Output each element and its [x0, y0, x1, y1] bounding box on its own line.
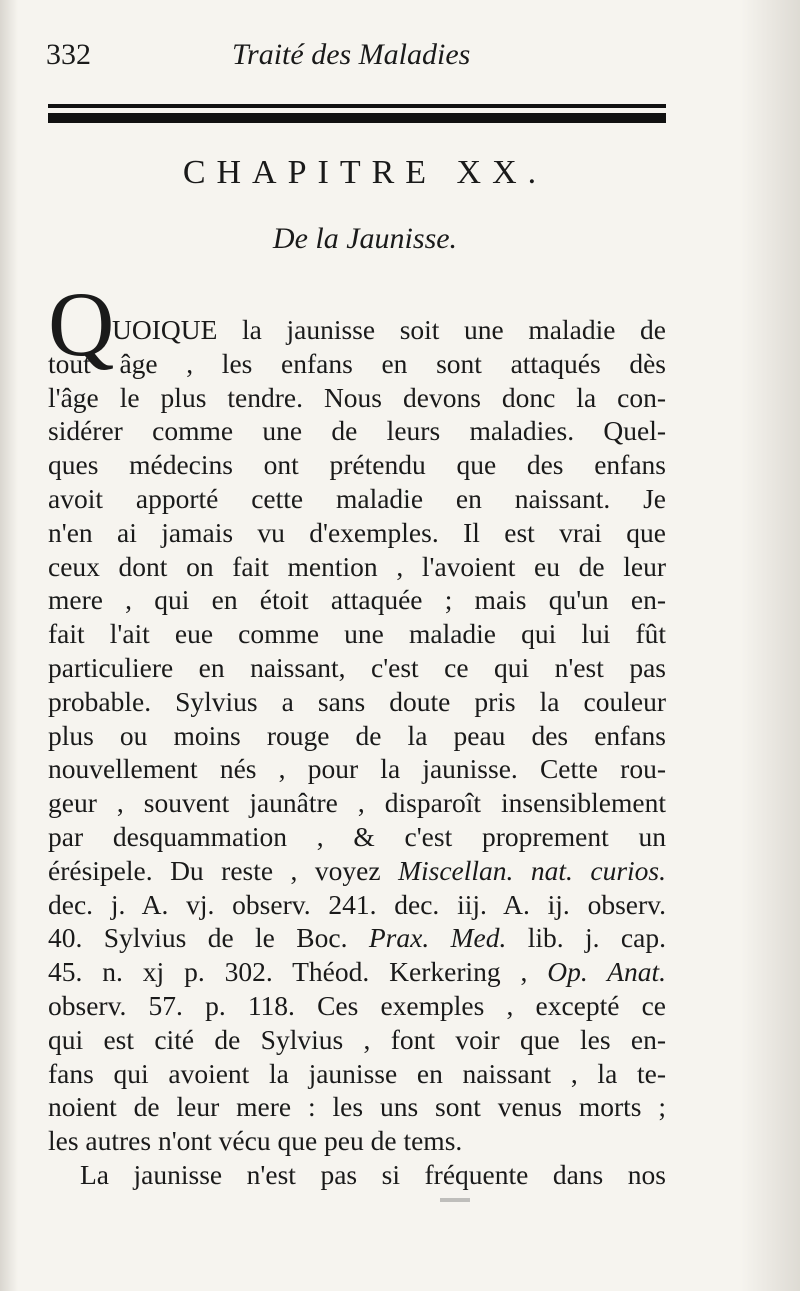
text-run: probable. Sylvius a sans doute pris la couleur: [48, 685, 666, 717]
text-run: plus ou moins rouge de la peau des enfans: [48, 719, 666, 751]
ink-smudge: [440, 1198, 470, 1202]
text-line: [48, 786, 666, 820]
text-line: [48, 414, 666, 448]
running-header: [46, 32, 666, 72]
text-run: Op. Anat.: [547, 956, 666, 988]
text-run: 45. n. xj p. 302. Théod. Kerkering ,: [48, 956, 548, 988]
text-run: ceux dont on fait mention , l'avoient eu de leur: [48, 550, 666, 582]
text-line: [48, 381, 666, 415]
text-run: dec. j. A. vj. observ. 241. dec. iij. A. ij. observ.: [48, 888, 666, 920]
text-line: [48, 820, 666, 854]
text-run: avoit apporté cette maladie en naissant. Je: [48, 483, 666, 514]
text-line: [48, 1023, 666, 1057]
text-line: [48, 1057, 666, 1091]
text-line: [48, 989, 666, 1023]
text-line: [48, 1124, 666, 1158]
text-line: [48, 921, 666, 955]
text-run: érésipele. Du reste , voyez: [48, 854, 399, 886]
text-run: tout âge , les enfans en sont attaqués dès: [48, 347, 666, 379]
text-run: qui est cité de Sylvius , font voir que les en-: [48, 1023, 666, 1055]
page-number: 332: [46, 38, 91, 71]
text-run: la jaunisse soit une maladie de: [217, 314, 666, 345]
text-run: Prax. Med.: [368, 922, 507, 954]
text-run: geur , souvent jaunâtre , disparoît insensiblement: [48, 787, 666, 819]
text-run: nouvellement nés , pour la jaunisse. Cette rou-: [48, 753, 666, 785]
text-run: sidérer comme une de leurs maladies. Quel-: [48, 415, 666, 447]
text-line: [48, 583, 666, 617]
page-gutter-shadow: [0, 0, 18, 1291]
header-rule-thin: [48, 104, 666, 108]
header-rule-thick: [48, 113, 666, 123]
text-run: n'en ai jamais vu d'exemples. Il est vrai que: [48, 516, 666, 548]
text-line: [48, 617, 666, 651]
text-line: [48, 752, 666, 786]
text-line: [48, 1090, 666, 1124]
text-run: particuliere en naissant, c'est ce qui n'est pas: [48, 652, 666, 683]
text-run: UOIQUE: [112, 314, 218, 345]
text-line: [48, 955, 666, 989]
text-line: [48, 482, 666, 516]
text-run: mere , qui en étoit attaquée ; mais qu'un en-: [48, 584, 666, 616]
text-line: [48, 719, 666, 753]
text-run: fans qui avoient la jaunisse en naissant , la te-: [48, 1057, 666, 1089]
text-line: [48, 854, 666, 888]
text-run: fait l'ait eue comme une maladie qui lui fût: [48, 618, 666, 650]
text-line: [48, 516, 666, 550]
text-run: noient de leur mere : les uns sont venus morts ;: [48, 1091, 666, 1123]
text-run: La jaunisse n'est pas si fréquente dans nos: [80, 1159, 666, 1190]
chapter-subtitle: De la Jaunisse.: [272, 222, 458, 255]
text-run: l'âge le plus tendre. Nous devons donc la con-: [48, 381, 666, 413]
text-line: [48, 888, 666, 922]
text-run: ques médecins ont prétendu que des enfans: [48, 449, 666, 481]
text-line: [112, 313, 666, 347]
text-line: [48, 347, 666, 381]
text-run: 40. Sylvius de le Boc.: [48, 922, 369, 954]
text-line: [48, 550, 666, 584]
running-title: Traité des Maladies: [232, 38, 471, 71]
chapter-title: CHAPITRE XX.: [182, 154, 548, 191]
text-line: [80, 1158, 666, 1192]
text-line: [48, 685, 666, 719]
text-line: [48, 448, 666, 482]
page-edge-shadow: [740, 0, 800, 1291]
text-run: par desquammation , & c'est proprement un: [48, 821, 666, 852]
text-run: observ. 57. p. 118. Ces exemples , excepté ce: [48, 990, 666, 1021]
text-run: Miscellan. nat. curios.: [398, 854, 666, 886]
drop-cap: Q: [48, 273, 115, 375]
text-run: lib. j. cap.: [506, 922, 666, 954]
text-run: les autres n'ont vécu que peu de tems.: [48, 1125, 463, 1157]
text-line: [48, 651, 666, 685]
